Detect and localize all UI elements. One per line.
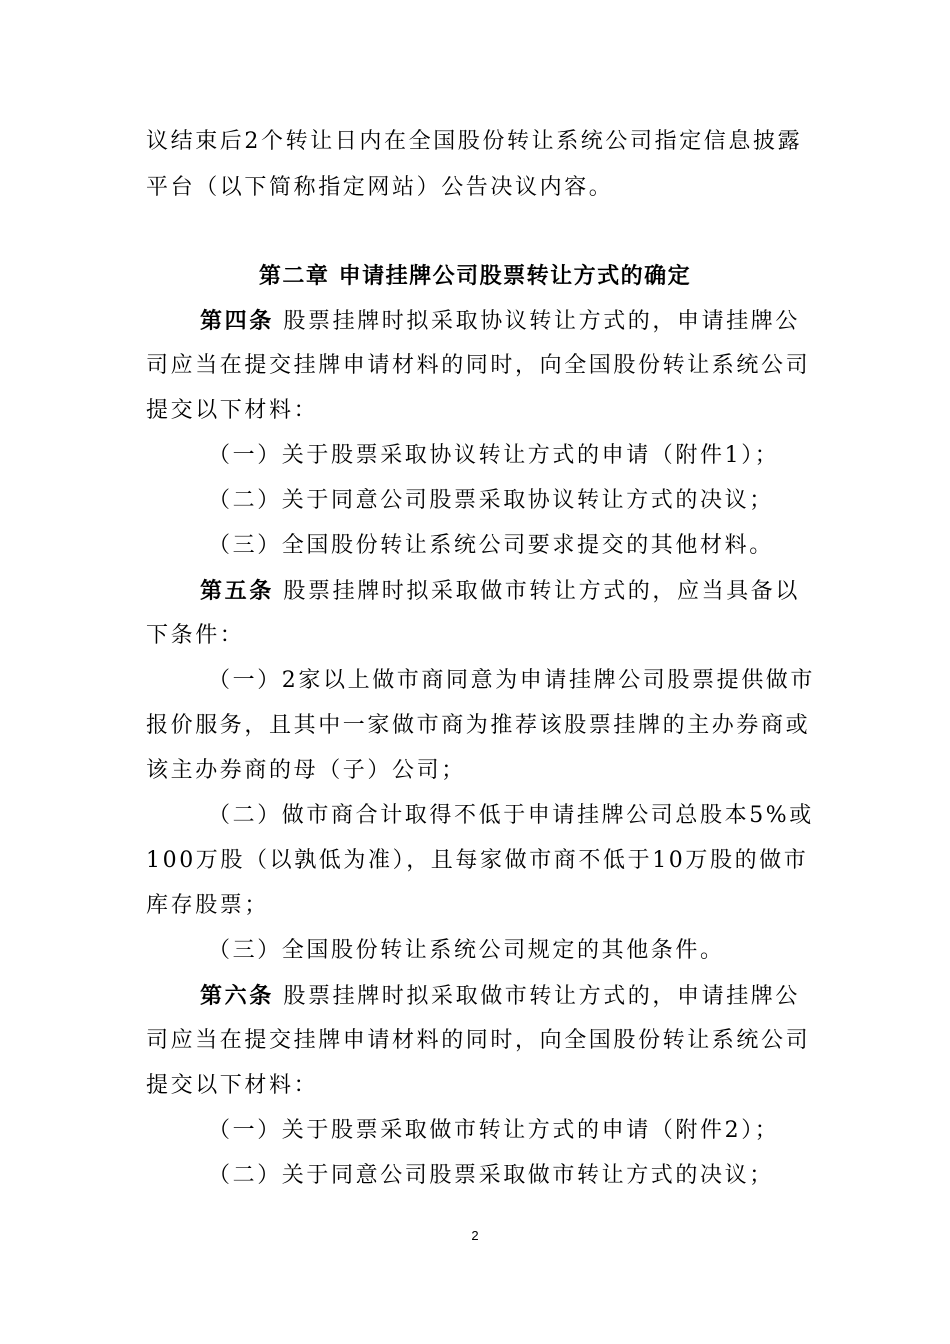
article-4-text: 股票挂牌时拟采取协议转让方式的，申请挂牌公: [273, 309, 801, 334]
list-item: （一）关于股票采取做市转让方式的申请（附件2）；: [208, 1118, 780, 1143]
body-line: 下条件：: [146, 623, 245, 648]
body-line: 100万股（以孰低为准），且每家做市商不低于10万股的做市: [146, 848, 809, 873]
list-item: （一）关于股票采取协议转让方式的申请（附件1）；: [208, 443, 780, 468]
article-5-label: 第五条: [200, 578, 274, 604]
article-6-label: 第六条: [200, 983, 274, 1009]
list-item: （三）全国股份转让系统公司要求提交的其他材料。: [208, 533, 774, 558]
body-line: 司应当在提交挂牌申请材料的同时，向全国股份转让系统公司: [146, 1028, 811, 1053]
body-line: 司应当在提交挂牌申请材料的同时，向全国股份转让系统公司: [146, 353, 811, 378]
chapter-heading: 第二章 申请挂牌公司股票转让方式的确定: [258, 263, 692, 289]
list-item: （二）做市商合计取得不低于申请挂牌公司总股本5%或: [208, 803, 814, 828]
body-line: 议结束后2个转让日内在全国股份转让系统公司指定信息披露: [146, 129, 803, 154]
list-item: （三）全国股份转让系统公司规定的其他条件。: [208, 938, 725, 963]
body-line: 平台（以下简称指定网站）公告决议内容。: [146, 175, 614, 200]
article-5-first-line: [200, 576, 800, 607]
body-line: 提交以下材料：: [146, 1073, 319, 1098]
list-item: （二）关于同意公司股票采取协议转让方式的决议；: [208, 488, 774, 513]
body-line: 库存股票；: [146, 893, 270, 918]
list-item: （一）2家以上做市商同意为申请挂牌公司股票提供做市: [208, 668, 815, 693]
body-line: 该主办券商的母（子）公司；: [146, 758, 466, 783]
article-5-text: 股票挂牌时拟采取做市转让方式的，应当具备以: [273, 579, 801, 604]
article-6-first-line: [200, 981, 800, 1012]
list-item: （二）关于同意公司股票采取做市转让方式的决议；: [208, 1163, 774, 1188]
article-4-label: 第四条: [200, 308, 274, 334]
body-line: 报价服务，且其中一家做市商为推荐该股票挂牌的主办券商或: [146, 713, 811, 738]
article-6-text: 股票挂牌时拟采取做市转让方式的，申请挂牌公: [273, 984, 801, 1009]
article-4-first-line: [200, 306, 800, 337]
page-number: 2: [471, 1228, 479, 1243]
body-line: 提交以下材料：: [146, 398, 319, 423]
